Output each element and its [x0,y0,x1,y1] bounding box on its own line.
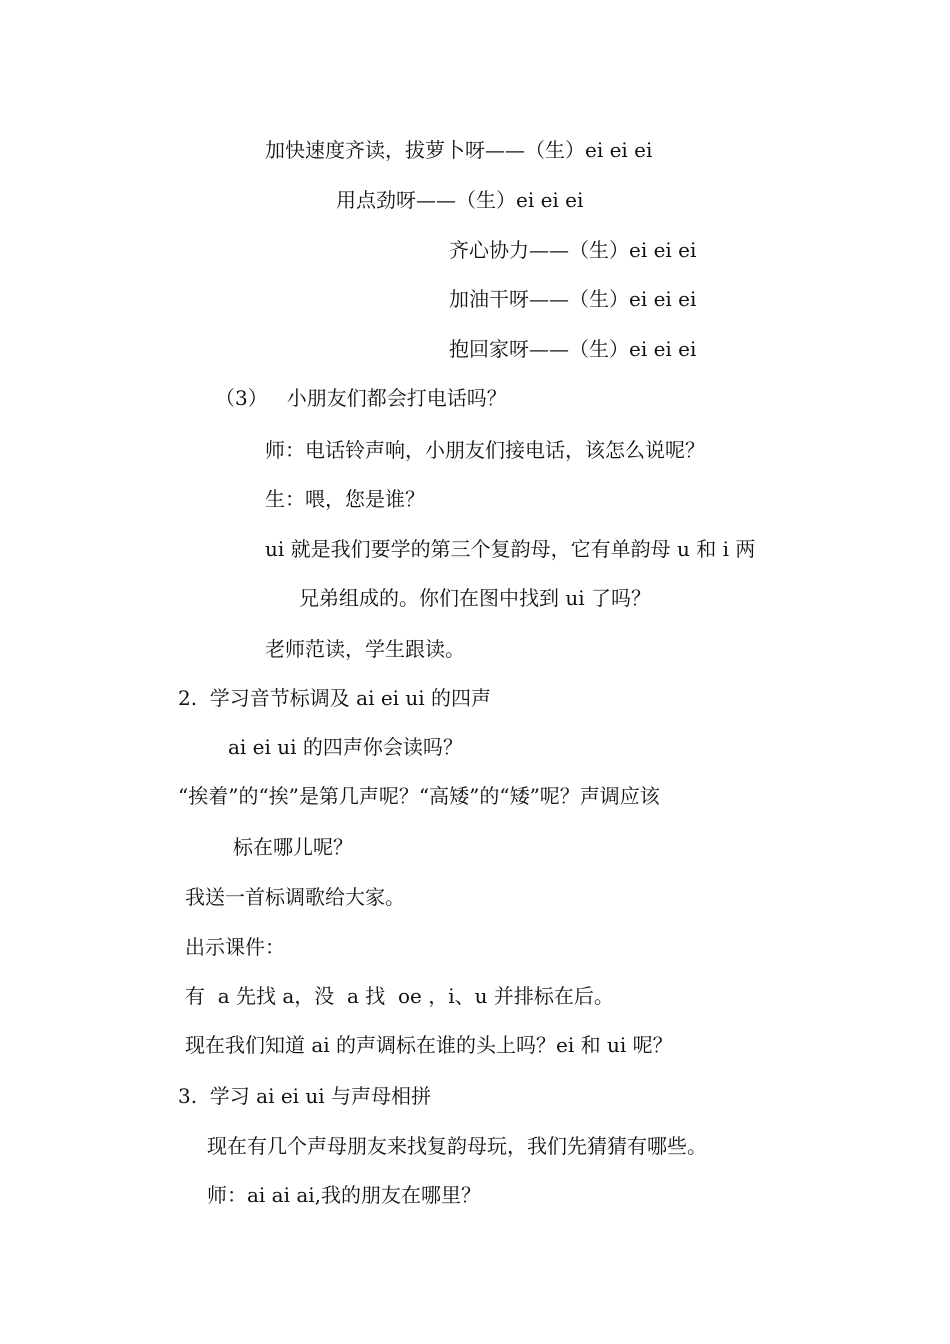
text-line: ai ei ui 的四声你会读吗？ [228,735,463,759]
text-line: 现在有几个声母朋友来找复韵母玩，我们先猜猜有哪些。 [207,1134,707,1158]
text-line: 师：ai ai ai,我的朋友在哪里？ [207,1183,482,1207]
text-line: （3） 小朋友们都会打电话吗？ [215,386,507,410]
text-line: ui 就是我们要学的第三个复韵母，它有单韵母 u 和 i 两 [265,537,756,561]
text-line: 加快速度齐读，拔萝卜呀——（生）ei ei ei [265,138,653,162]
text-line: 我送一首标调歌给大家。 [185,885,405,909]
text-line: “挨着”的“挨”是第几声呢？“高矮”的“矮”呢？声调应该 [178,784,660,808]
text-line: 师：电话铃声响，小朋友们接电话，该怎么说呢？ [265,438,705,462]
text-line: 用点劲呀——（生）ei ei ei [336,188,584,212]
text-line: 生：喂，您是谁？ [265,487,425,511]
text-line: 老师范读，学生跟读。 [265,637,465,661]
text-line: 出示课件： [185,935,285,959]
text-line: 现在我们知道 ai 的声调标在谁的头上吗？ei 和 ui 呢？ [185,1033,673,1057]
text-line: 标在哪儿呢？ [233,835,353,859]
text-line: 加油干呀——（生）ei ei ei [449,287,697,311]
section-heading: 3. 学习 ai ei ui 与声母相拼 [178,1084,432,1108]
text-line: 兄弟组成的。你们在图中找到 ui 了吗？ [299,586,651,610]
section-heading: 2. 学习音节标调及 ai ei ui 的四声 [178,686,492,710]
text-line: 有 a 先找 a，没 a 找 oe ，i、u 并排标在后。 [185,984,614,1008]
text-line: 齐心协力——（生）ei ei ei [449,238,697,262]
text-line: 抱回家呀——（生）ei ei ei [449,337,697,361]
